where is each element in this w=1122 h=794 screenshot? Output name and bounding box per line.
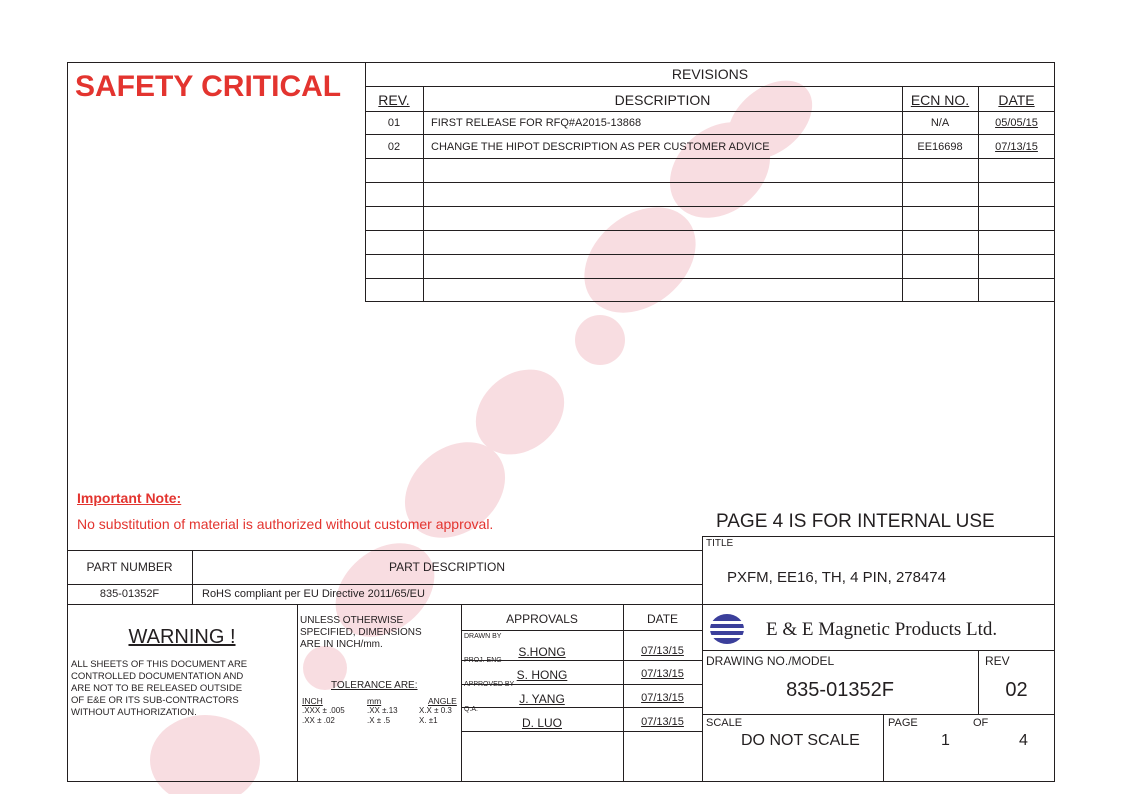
of-label: OF [973, 717, 989, 729]
drawing-title: PXFM, EE16, TH, 4 PIN, 278474 [727, 569, 946, 586]
rev-value: 02 [1005, 679, 1028, 701]
part-description-value: RoHS compliant per EU Directive 2011/65/EU [202, 588, 425, 600]
part-number-label: PART NUMBER [86, 560, 173, 574]
approvals-date-header: DATE [646, 612, 679, 626]
important-note-heading: Important Note: [77, 490, 182, 506]
part-number-value: 835-01352F [99, 588, 160, 600]
description-cell: FIRST RELEASE FOR RFQ#A2015-13868 [431, 117, 642, 129]
part-description-label: PART DESCRIPTION [388, 560, 506, 574]
rev-cell: 01 [387, 117, 401, 129]
ecn-column-header: ECN NO. [910, 92, 970, 108]
approvals-header: APPROVALS [506, 612, 578, 626]
title-label: TITLE [706, 538, 734, 549]
description-cell: CHANGE THE HIPOT DESCRIPTION AS PER CUSTOMER ADVICE [431, 141, 770, 153]
page-total-value: 4 [1019, 732, 1028, 749]
page-value: 1 [941, 732, 950, 749]
scale-value: DO NOT SCALE [741, 732, 860, 749]
company-logo-icon [707, 612, 747, 646]
date-column-header: DATE [998, 92, 1035, 108]
important-note-text: No substitution of material is authorized without customer approval. [77, 516, 494, 532]
drawing-number: 835-01352F [786, 679, 894, 701]
rev-cell: 02 [387, 141, 401, 153]
safety-critical-label: SAFETY CRITICAL [75, 70, 342, 103]
page-notice: PAGE 4 IS FOR INTERNAL USE [716, 511, 995, 532]
warning-title: WARNING ! [128, 626, 236, 648]
rev-column-header: REV. [378, 92, 410, 108]
tolerance-heading: TOLERANCE ARE: [331, 680, 418, 691]
scale-label: SCALE [706, 717, 743, 729]
date-cell: 07/13/15 [995, 141, 1038, 153]
ecn-cell: N/A [930, 117, 950, 129]
description-column-header: DESCRIPTION [614, 92, 711, 108]
company-name: E & E Magnetic Products Ltd. [766, 619, 998, 640]
page-label: PAGE [888, 717, 918, 729]
date-cell: 05/05/15 [995, 117, 1038, 129]
drawing-number-label: DRAWING NO./MODEL [706, 654, 835, 668]
rev-label: REV [985, 654, 1010, 668]
ecn-cell: EE16698 [917, 141, 963, 153]
revisions-title: REVISIONS [671, 66, 749, 82]
